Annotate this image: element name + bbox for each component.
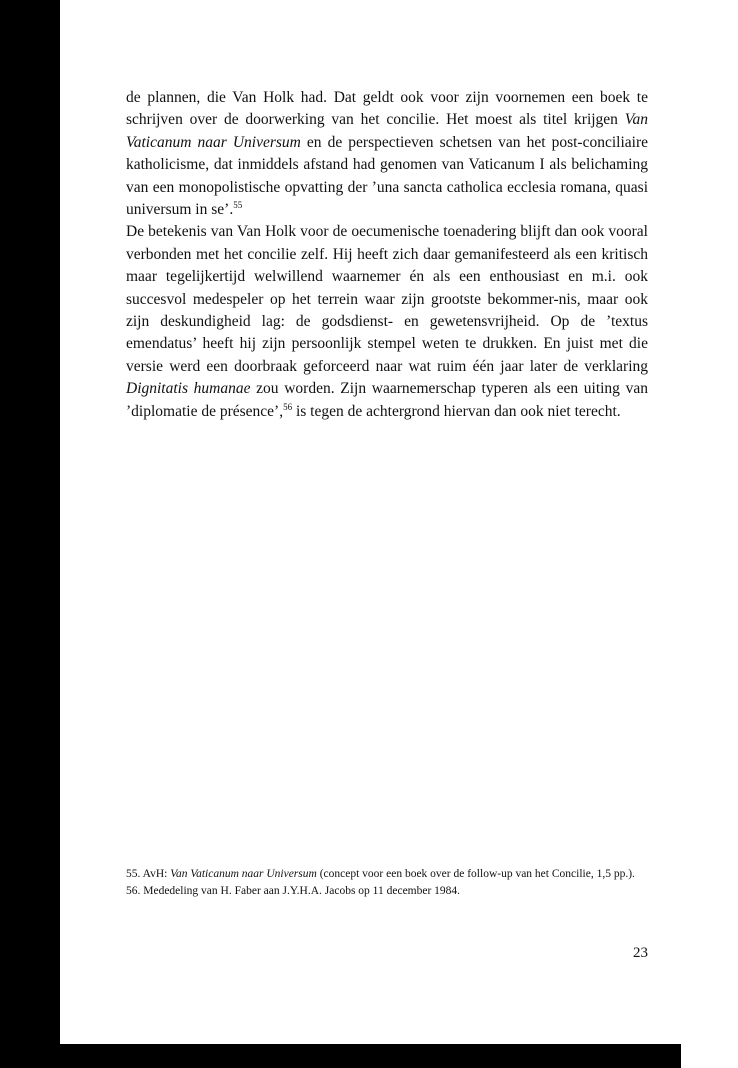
- book-title: Van Vaticanum naar Universum: [126, 111, 648, 151]
- footnote-55: [126, 866, 648, 883]
- page-number: 23: [633, 945, 648, 961]
- paragraph-1: [126, 87, 648, 221]
- footnote-ref-55[interactable]: 55: [233, 200, 243, 211]
- footnote-text: AvH:: [140, 868, 171, 880]
- footnote-number: 55.: [126, 868, 141, 880]
- footnote-56: 56. Mededeling van H. Faber aan J.Y.H.A. Jacobs op 11 december 1984.: [126, 885, 461, 897]
- scan-edge-bottom: [60, 1044, 681, 1068]
- footnotes: [126, 866, 648, 900]
- scan-edge-left: [0, 0, 60, 1068]
- paragraph-1-text: de plannen, die Van Holk had. Dat geldt ook voor zijn voornemen een boek te schrijven over de doorwerking van het concilie. Het moest als titel krijgen: [126, 89, 648, 129]
- body-text: [126, 87, 648, 423]
- declaration-title: Dignitatis humanae: [126, 380, 251, 398]
- paragraph-2: [126, 221, 648, 423]
- footnote-book-title: Van Vaticanum naar Universum: [170, 868, 317, 880]
- footnote-text-end: (concept voor een boek over de follow-up van het Concilie, 1,5 pp.).: [316, 868, 635, 880]
- paragraph-2-text: De betekenis van Van Holk voor de oecumenische toenadering blijft dan ook vooral verbonden met het concilie zelf. Hij heeft zich daar gemanifesteerd als een kritisch maar tegelijkertijd welwillend waarnemer én als een enthousiast en m.i. ook succesvol medespeler op het terrein waar zijn grootste bekommer-nis, maar ook zijn deskundigheid lag: de godsdienst- en gewetensvrijheid. Op de ’textus emendatus’ heeft hij zijn persoonlijk stempel weten te drukken. En juist met die versie werd een doorbraak geforceerd naar wat ruim één jaar later de verklaring: [126, 223, 648, 375]
- footnote-ref-56[interactable]: 56: [283, 401, 293, 412]
- paragraph-2-text-mid: zou worden. Zijn waarnemerschap typeren als een uiting van ’diplomatie de présence’,: [126, 380, 648, 420]
- paragraph-1-text-end: en de perspectieven schetsen van het post-conciliaire katholicisme, dat inmiddels afstand had genomen van Vaticanum I als belichaming van een monopolistische opvatting der ’una sancta catholica ecclesia romana, quasi universum in se’.: [126, 133, 648, 219]
- paragraph-2-text-end: is tegen de achtergrond hiervan dan ook niet terecht.: [292, 402, 621, 420]
